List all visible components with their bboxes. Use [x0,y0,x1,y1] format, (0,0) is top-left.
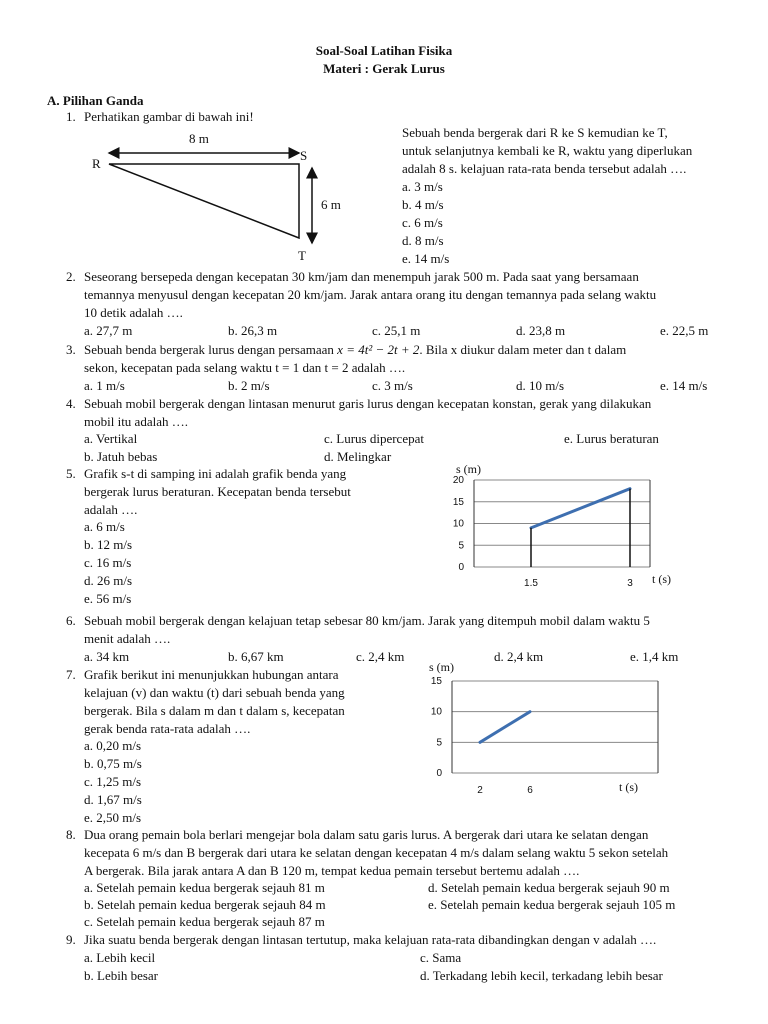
q9-number: 9. [66,932,76,947]
q7-text-line: Grafik berikut ini menunjukkan hubungan antara [84,667,339,682]
q5-option-a[interactable]: a. 6 m/s [84,519,125,534]
q4-option-a[interactable]: a. Vertikal [84,431,138,446]
q4-option-e[interactable]: e. Lurus beraturan [564,431,659,446]
q4-text-line: Sebuah mobil bergerak dengan lintasan menurut garis lurus dengan kecepatan konstan, gerak yang dilakukan [84,396,652,411]
q3-option-a[interactable]: a. 1 m/s [84,378,125,393]
q8-option-b[interactable]: b. Setelah pemain kedua bergerak sejauh 84 m [84,897,326,912]
q7-option-c[interactable]: c. 1,25 m/s [84,774,142,789]
q3-text-b: . Bila x diukur dalam meter dan t dalam [419,342,627,357]
x-axis-title: t (s) [619,780,638,794]
q1-desc-line: Sebuah benda bergerak dari R ke S kemudian ke T, [402,125,668,140]
q1-option-d[interactable]: d. 8 m/s [402,233,444,248]
y-tick-label: 5 [458,540,464,552]
q6-option-a[interactable]: a. 34 km [84,649,130,664]
x-tick-label: 6 [527,785,533,796]
q4-option-c[interactable]: c. Lurus dipercepat [324,431,424,446]
q8-text-line: Dua orang pemain bola berlari mengejar bola dalam satu garis lurus. A bergerak dari utara ke selatan dengan [84,827,649,842]
y-tick-label: 20 [452,475,464,486]
q7-text-line: kelajuan (v) dan waktu (t) dari sebuah benda yang [84,685,345,700]
q3-option-b[interactable]: b. 2 m/s [228,378,270,393]
q8-option-c[interactable]: c. Setelah pemain kedua bergerak sejauh 87 m [84,914,325,929]
q3-text-line [84,342,626,358]
q3-equation: x = 4t² − 2t + 2 [337,342,420,357]
q8-option-e[interactable]: e. Setelah pemain kedua bergerak sejauh 105 m [428,897,676,912]
q1-option-a[interactable]: a. 3 m/s [402,179,443,194]
q4-number: 4. [66,396,76,411]
x-axis-title: t (s) [652,572,671,586]
q6-text-line: menit adalah …. [84,631,171,646]
q7-option-e[interactable]: e. 2,50 m/s [84,810,142,825]
q1-option-b[interactable]: b. 4 m/s [402,197,444,212]
y-axis-title: s (m) [456,462,481,476]
q8-text-line: kecepata 6 m/s dan B bergerak dari utara ke selatan dengan kecepatan 4 m/s dalam selang waktu 5 sekon setelah [84,845,669,860]
q5-option-c[interactable]: c. 16 m/s [84,555,132,570]
q2-option-e[interactable]: e. 22,5 m [660,323,709,338]
fig-top-label: 8 m [189,131,209,146]
q7-option-a[interactable]: a. 0,20 m/s [84,738,142,753]
q6-option-d[interactable]: d. 2,4 km [494,649,544,664]
q8-number: 8. [66,827,76,842]
series-line [480,712,530,743]
q2-text-line: 10 detik adalah …. [84,305,183,320]
q3-option-d[interactable]: d. 10 m/s [516,378,565,393]
triangle-path [109,164,299,238]
q1-option-e[interactable]: e. 14 m/s [402,251,450,266]
q5-option-d[interactable]: d. 26 m/s [84,573,133,588]
q2-text-line: temannya menyusul dengan kecepatan 20 km/jam. Jarak antara orang itu dengan temannya pada selang waktu [84,287,657,302]
st-graph-2 [415,656,675,801]
q9-option-b[interactable]: b. Lebih besar [84,968,159,983]
y-tick-label: 5 [436,737,442,749]
doc-title: Soal-Soal Latihan Fisika [315,43,453,58]
q7-number: 7. [66,667,76,682]
q7-option-b[interactable]: b. 0,75 m/s [84,756,142,771]
q5-text-line: bergerak lurus beraturan. Kecepatan benda tersebut [84,484,351,499]
q4-text-line: mobil itu adalah …. [84,414,188,429]
q2-number: 2. [66,269,76,284]
x-tick-label: 2 [477,785,483,796]
q4-option-b[interactable]: b. Jatuh bebas [84,449,158,464]
section-heading: A. Pilihan Ganda [47,93,144,108]
y-tick-label: 15 [430,676,442,687]
y-tick-label: 10 [452,518,464,530]
x-tick-label: 1.5 [524,578,538,589]
q2-option-b[interactable]: b. 26,3 m [228,323,278,338]
q2-option-c[interactable]: c. 25,1 m [372,323,421,338]
q7-option-d[interactable]: d. 1,67 m/s [84,792,142,807]
q3-option-c[interactable]: c. 3 m/s [372,378,413,393]
q8-option-d[interactable]: d. Setelah pemain kedua bergerak sejauh 90 m [428,880,670,895]
q3-number: 3. [66,342,76,357]
q6-option-c[interactable]: c. 2,4 km [356,649,405,664]
q3-option-e[interactable]: e. 14 m/s [660,378,708,393]
q4-option-d[interactable]: d. Melingkar [324,449,392,464]
q1-desc-line: untuk selanjutnya kembali ke R, waktu yang diperlukan [402,143,693,158]
q5-option-e[interactable]: e. 56 m/s [84,591,132,606]
q5-number: 5. [66,466,76,481]
q1-text: Perhatikan gambar di bawah ini! [84,109,254,124]
fig-r-label: R [92,156,101,171]
q8-text-line: A bergerak. Bila jarak antara A dan B 120 m, tempat kedua pemain tersebut bertemu adalah …. [84,863,580,878]
q2-option-a[interactable]: a. 27,7 m [84,323,133,338]
q9-text-line: Jika suatu benda bergerak dengan lintasan tertutup, maka kelajuan rata-rata dibandingkan dengan v adalah …. [84,932,657,947]
q5-option-b[interactable]: b. 12 m/s [84,537,133,552]
q8-option-a[interactable]: a. Setelah pemain kedua bergerak sejauh 81 m [84,880,325,895]
q5-text-line: Grafik s-t di samping ini adalah grafik benda yang [84,466,347,481]
q7-text-line: gerak benda rata-rata adalah …. [84,721,251,736]
fig-side-label: 6 m [321,197,341,212]
y-tick-label: 10 [430,706,442,718]
q6-number: 6. [66,613,76,628]
doc-subtitle: Materi : Gerak Lurus [323,61,445,76]
q9-option-d[interactable]: d. Terkadang lebih kecil, terkadang lebih besar [420,968,663,983]
q3-text-a: Sebuah benda bergerak lurus dengan persamaan [84,342,338,357]
q6-option-e[interactable]: e. 1,4 km [630,649,679,664]
q1-desc-line: adalah 8 s. kelajuan rata-rata benda tersebut adalah …. [402,161,687,176]
series-line [531,489,630,528]
y-tick-label: 15 [452,496,464,508]
q6-text-line: Sebuah mobil bergerak dengan kelajuan tetap sebesar 80 km/jam. Jarak yang ditempuh mobil dalam waktu 5 [84,613,650,628]
q2-text-line: Seseorang bersepeda dengan kecepatan 30 km/jam dan menempuh jarak 500 m. Pada saat yang bersamaan [84,269,639,284]
fig-t-label: T [298,248,306,263]
q2-option-d[interactable]: d. 23,8 m [516,323,566,338]
q6-option-b[interactable]: b. 6,67 km [228,649,284,664]
y-tick-label: 0 [436,768,442,779]
q9-option-c[interactable]: c. Sama [420,950,462,965]
y-tick-label: 0 [458,562,464,573]
fig-s-label: S [300,148,308,163]
q5-text-line: adalah …. [84,502,138,517]
q1-option-c[interactable]: c. 6 m/s [402,215,443,230]
q9-option-a[interactable]: a. Lebih kecil [84,950,156,965]
st-graph-1 [440,460,690,590]
q1-number: 1. [66,109,76,124]
y-axis-title: s (m) [429,660,454,674]
rst-figure [85,125,355,265]
x-tick-label: 3 [627,578,633,589]
q7-text-line: bergerak. Bila s dalam m dan t dalam s, kecepatan [84,703,345,718]
q3-text-line: sekon, kecepatan pada selang waktu t = 1 dan t = 2 adalah …. [84,360,406,375]
